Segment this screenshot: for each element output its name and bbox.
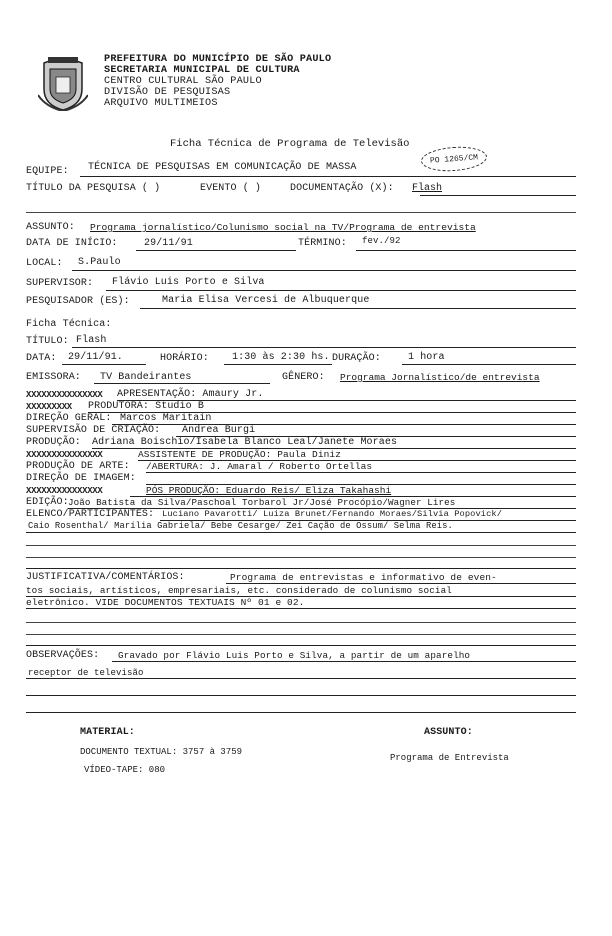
assunto-value: Programa jornalístico/Colunismo social na TV/Programa de entrevista xyxy=(90,222,476,233)
rule xyxy=(72,347,576,348)
justificativa-line-2: tos sociais, artísticos, empresariais, etc. considerado de colunismo social xyxy=(26,585,452,596)
rule xyxy=(106,290,576,291)
genero-value: Programa Jornalístico/de entrevista xyxy=(340,372,540,383)
pesquisador-value: Maria Elisa Vercesi de Albuquerque xyxy=(162,295,370,306)
material-label: MATERIAL: xyxy=(80,727,135,738)
rule xyxy=(26,645,576,646)
assunto-footer-value: Programa de Entrevista xyxy=(390,753,509,763)
rule xyxy=(80,176,576,177)
assistente-producao: ASSISTENTE DE PRODUÇÃO: Paula Diniz xyxy=(138,449,342,460)
documentacao-value: Flash xyxy=(412,183,443,194)
edicao-value: João Batista da Silva/Paschoal Torbarol Jr/José Procópio/Wagner Lires xyxy=(68,497,456,508)
struck-label-3: XXXXXXXXXXXXXXX xyxy=(26,450,103,460)
horario-label: HORÁRIO: xyxy=(160,353,209,364)
titulo-value: Flash xyxy=(76,335,107,346)
horario-value: 1:30 às 2:30 hs. xyxy=(232,352,330,363)
edicao-label: EDIÇÃO: xyxy=(26,497,69,508)
brasao-sao-paulo-icon xyxy=(38,55,88,111)
data-value: 29/11/91. xyxy=(68,352,123,363)
rule xyxy=(224,364,332,365)
producao-arte-value: /ABERTURA: J. Amaral / Roberto Ortellas xyxy=(146,461,373,472)
elenco-label: ELENCO/PARTICIPANTES: xyxy=(26,509,155,520)
producao-value: Adriana Boischio/Isabela Blanco Leal/Janete Moraes xyxy=(92,437,398,448)
duracao-value: 1 hora xyxy=(408,352,445,363)
observacoes-line-1: Gravado por Flávio Luis Porto e Silva, a partir de um aparelho xyxy=(118,650,471,661)
supervisao-value: Andrea Burgi xyxy=(182,425,256,436)
local-label: LOCAL: xyxy=(26,258,63,269)
documento-textual: DOCUMENTO TEXTUAL: 3757 à 3759 xyxy=(80,747,243,757)
direcao-imagem-label: DIREÇÃO DE IMAGEM: xyxy=(26,473,136,484)
documentacao-label: DOCUMENTAÇÃO (X): xyxy=(290,183,394,194)
observacoes-label: OBSERVAÇÕES: xyxy=(26,650,100,661)
rule xyxy=(140,308,576,309)
rule xyxy=(26,545,576,546)
evento-label: EVENTO ( ) xyxy=(200,183,262,194)
pesquisador-label: PESQUISADOR (ES): xyxy=(26,296,130,307)
rule xyxy=(26,712,576,713)
assunto-footer-label: ASSUNTO: xyxy=(424,727,473,738)
termino-label: TÉRMINO: xyxy=(298,238,347,249)
rule xyxy=(26,212,576,213)
rule xyxy=(402,364,576,365)
equipe-value: TÉCNICA DE PESQUISAS EM COMUNICAÇÃO DE MASSA xyxy=(88,162,357,173)
video-tape: VÍDEO-TAPE: 080 xyxy=(84,765,166,775)
struck-label-1: XXXXXXXXXXXXXXX xyxy=(26,390,103,400)
rule xyxy=(26,678,576,679)
supervisor-value: Flávio Luis Porto e Silva xyxy=(112,277,265,288)
rule xyxy=(26,532,576,533)
rule xyxy=(26,634,576,635)
struck-label-4: XXXXXXXXXXXXXXX xyxy=(26,486,103,496)
form-title: Ficha Técnica de Programa de Televisão xyxy=(170,138,410,150)
rule xyxy=(112,661,576,662)
header-line-1: PREFEITURA DO MUNICÍPIO DE SÃO PAULO xyxy=(104,54,332,65)
equipe-label: EQUIPE: xyxy=(26,166,69,177)
producao-label: PRODUÇÃO: xyxy=(26,437,81,448)
elenco-value-1: Luciano Pavarotti/ Luiza Brunet/Fernando Moraes/Silvia Popovick/ xyxy=(162,509,503,519)
producao-arte-label: PRODUÇÃO DE ARTE: xyxy=(26,461,130,472)
rule xyxy=(26,608,576,609)
apresentacao: APRESENTAÇÃO: Amaury Jr. xyxy=(117,389,264,400)
genero-label: GÊNERO: xyxy=(282,372,325,383)
assunto-label: ASSUNTO: xyxy=(26,222,75,233)
justificativa-line-1: Programa de entrevistas e informativo de even- xyxy=(230,572,497,583)
local-value: S.Paulo xyxy=(78,257,121,268)
direcao-geral-label: DIREÇÃO GERAL: xyxy=(26,413,112,424)
struck-label-2: XXXXXXXXX xyxy=(26,402,72,412)
rule xyxy=(420,195,576,196)
observacoes-line-2: receptor de televisão xyxy=(28,668,144,678)
emissora-value: TV Bandeirantes xyxy=(100,372,192,383)
produtora: PRODUTORA: Studio B xyxy=(88,401,204,412)
direcao-geral-value: Marcos Maritain xyxy=(120,413,212,424)
rule xyxy=(226,583,576,584)
termino-value: fev./92 xyxy=(362,236,401,246)
rule xyxy=(136,250,296,251)
stamp-text: PO 1265/CM xyxy=(429,152,479,166)
header-line-3: CENTRO CULTURAL SÃO PAULO xyxy=(104,76,262,87)
header-line-2: SECRETARIA MUNICIPAL DE CULTURA xyxy=(104,65,300,76)
data-label: DATA: xyxy=(26,353,57,364)
titulo-label: TÍTULO: xyxy=(26,336,69,347)
elenco-value-2: Caio Rosenthal/ Marília Gabriela/ Bebe Cesarge/ Zei Cação de Ossum/ Selma Reis. xyxy=(28,521,453,531)
rule xyxy=(62,364,146,365)
stamp xyxy=(420,145,488,174)
rule xyxy=(26,557,576,558)
rule xyxy=(72,270,576,271)
supervisao-label: SUPERVISÃO DE CRIAÇÃO: xyxy=(26,425,161,436)
header-line-5: ARQUIVO MULTIMEIOS xyxy=(104,98,218,109)
data-inicio-value: 29/11/91 xyxy=(144,238,193,249)
rule xyxy=(26,695,576,696)
titulo-pesquisa-label: TÍTULO DA PESQUISA ( ) xyxy=(26,183,161,194)
rule xyxy=(356,250,576,251)
rule xyxy=(94,383,270,384)
supervisor-label: SUPERVISOR: xyxy=(26,278,94,289)
justificativa-line-3: eletrônico. VIDE DOCUMENTOS TEXTUAIS Nº 01 e 02. xyxy=(26,597,305,608)
ficha-heading: Ficha Técnica: xyxy=(26,319,112,330)
emissora-label: EMISSORA: xyxy=(26,372,81,383)
rule xyxy=(146,472,576,473)
pos-producao: PÓS PRODUÇÃO: Eduardo Reis/ Eliza Takahashi xyxy=(146,485,392,496)
data-inicio-label: DATA DE INÍCIO: xyxy=(26,238,118,249)
rule xyxy=(26,622,576,623)
header-line-4: DIVISÃO DE PESQUISAS xyxy=(104,87,231,98)
duracao-label: DURAÇÃO: xyxy=(332,353,381,364)
rule xyxy=(26,568,576,569)
justificativa-label: JUSTIFICATIVA/COMENTÁRIOS: xyxy=(26,572,185,583)
